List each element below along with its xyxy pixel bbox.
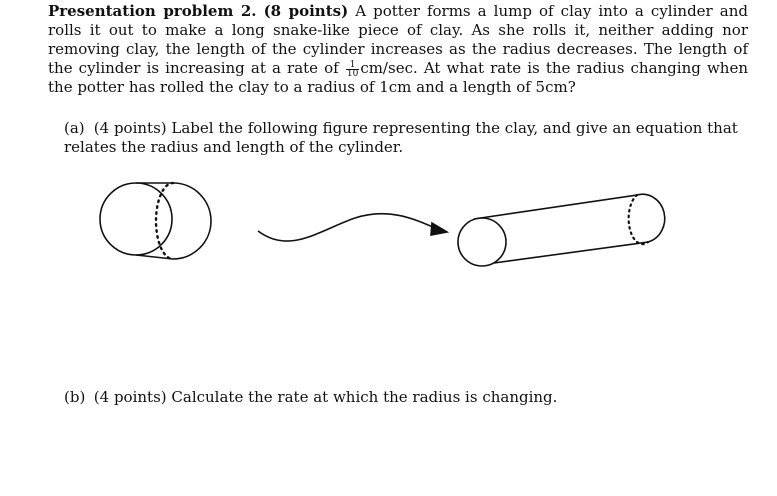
- rolling-arrow-curve: [258, 214, 440, 241]
- part-b-points: (4 points): [93, 388, 167, 406]
- long-cylinder-front-face: [458, 218, 506, 266]
- part-b: [64, 388, 744, 407]
- rolling-arrow-head: [431, 223, 447, 235]
- clay-figure: [0, 160, 777, 290]
- long-cylinder-top-edge: [474, 195, 637, 219]
- long-cylinder-hidden-edge: [629, 195, 648, 244]
- problem-statement: [48, 2, 748, 97]
- problem-text-1: A potter forms a lump of clay into a cylinder and rolls it out to make a long snake-like piece of clay. As she rolls it, neither adding nor removing clay, the length of the cylinder increases as the radius decreases. The length of the cylinder is increasing at a rate of: [48, 2, 748, 77]
- part-a-points: (4 points): [93, 119, 167, 137]
- part-a: [64, 119, 744, 157]
- problem-title: Presentation problem 2.: [48, 2, 257, 20]
- fraction-numerator: 1: [346, 61, 359, 70]
- short-cylinder: [100, 183, 211, 259]
- long-cylinder-bottom-edge: [494, 242, 648, 263]
- long-cylinder: [458, 194, 665, 266]
- fraction-denominator: 10: [346, 68, 359, 79]
- part-b-text: Calculate the rate at which the radius is changing.: [171, 388, 558, 406]
- part-a-text: Label the following figure representing the clay, and give an equation that relates the radius and length of the cylinder.: [64, 119, 738, 156]
- rate-fraction: [346, 61, 359, 78]
- short-cylinder-outline: [136, 183, 211, 259]
- problem-text-2: cm/sec. At what rate is the radius changing when the potter has rolled the clay to a radius of 1cm and a length of 5cm?: [48, 59, 748, 96]
- rolling-arrow: [258, 214, 447, 241]
- long-cylinder-far-end: [637, 194, 665, 242]
- problem-points: (8 points): [263, 2, 349, 20]
- part-b-label: (b): [64, 388, 86, 406]
- part-a-label: (a): [64, 119, 85, 137]
